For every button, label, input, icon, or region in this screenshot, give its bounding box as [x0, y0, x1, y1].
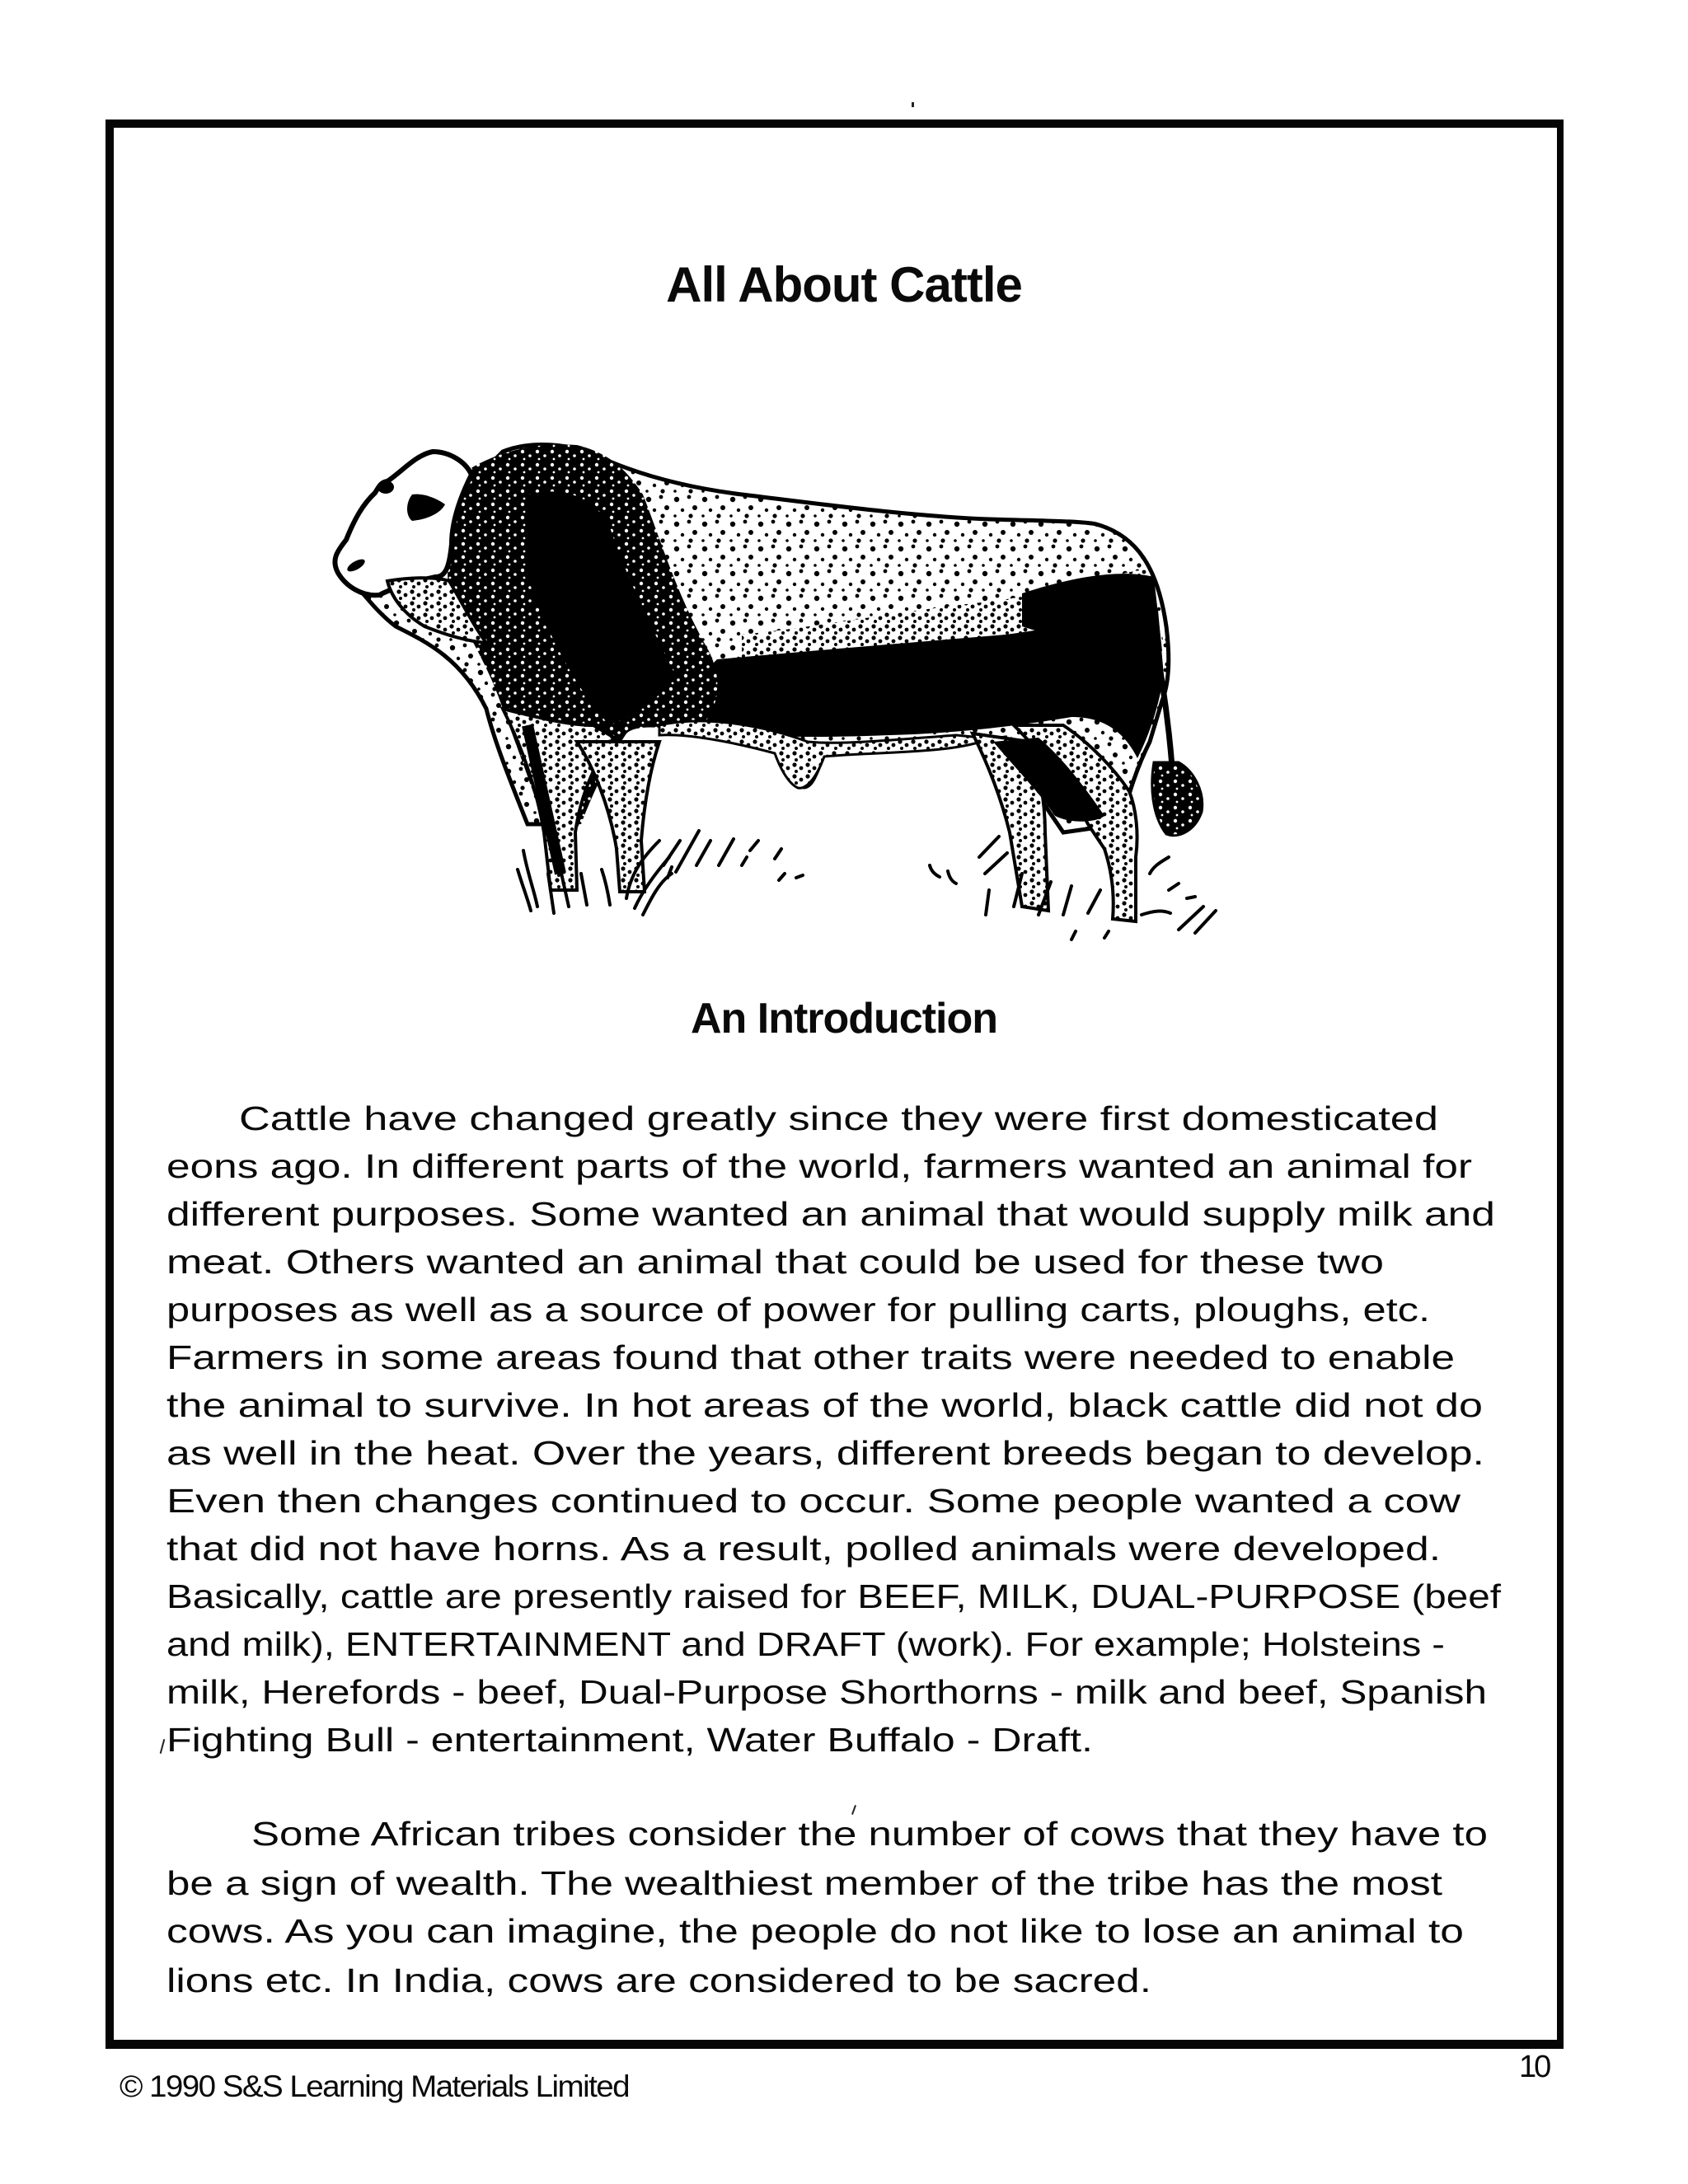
page-title: All About Cattle [666, 257, 1022, 312]
paragraph-line: cows. As you can imagine, the people do not like to lose an animal to [166, 1912, 1464, 1950]
bull-illustration [326, 437, 1224, 948]
paragraph-line: milk, Herefords - beef, Dual-Purpose Shorthorns - milk and beef, Spanish [166, 1673, 1487, 1711]
paragraph-line: Some African tribes consider the number of cows that they have to [251, 1815, 1488, 1853]
paragraph-line: the animal to survive. In hot areas of the world, black cattle did not do [166, 1386, 1483, 1424]
scan-speck [912, 102, 914, 107]
page-number: 10 [1519, 2050, 1550, 2084]
paragraph-line: Fighting Bull - entertainment, Water Buffalo - Draft. [166, 1721, 1093, 1759]
paragraph-line: different purposes. Some wanted an animal that would supply milk and [166, 1195, 1495, 1233]
paragraph-line: and milk), ENTERTAINMENT and DRAFT (work). For example; Holsteins - [166, 1625, 1445, 1663]
section-heading: An Introduction [690, 995, 998, 1043]
paragraph-line: as well in the heat. Over the years, different breeds began to develop. [166, 1434, 1484, 1472]
paragraph-line: Cattle have changed greatly since they were first domesticated [239, 1099, 1439, 1137]
paragraph-line: lions etc. In India, cows are considered to be sacred. [166, 1961, 1151, 1999]
paragraph-line: Even then changes continued to occur. Some people wanted a cow [166, 1482, 1461, 1520]
paragraph-line: Farmers in some areas found that other traits were needed to enable [166, 1338, 1456, 1376]
copyright-notice: © 1990 S&S Learning Materials Limited [120, 2069, 630, 2103]
paragraph-line: Basically, cattle are presently raised for BEEF, MILK, DUAL-PURPOSE (beef [166, 1577, 1501, 1615]
paragraph-line: that did not have horns. As a result, polled animals were developed. [166, 1530, 1442, 1568]
paragraph-line: be a sign of wealth. The wealthiest member of the tribe has the most [166, 1864, 1443, 1902]
paragraph-line: meat. Others wanted an animal that could be used for these two [166, 1243, 1384, 1281]
paragraph-line: purposes as well as a source of power for pulling carts, ploughs, etc. [166, 1291, 1431, 1329]
hereford-bull-icon [326, 437, 1224, 948]
paragraph-line: eons ago. In different parts of the world, farmers wanted an animal for [166, 1147, 1473, 1185]
